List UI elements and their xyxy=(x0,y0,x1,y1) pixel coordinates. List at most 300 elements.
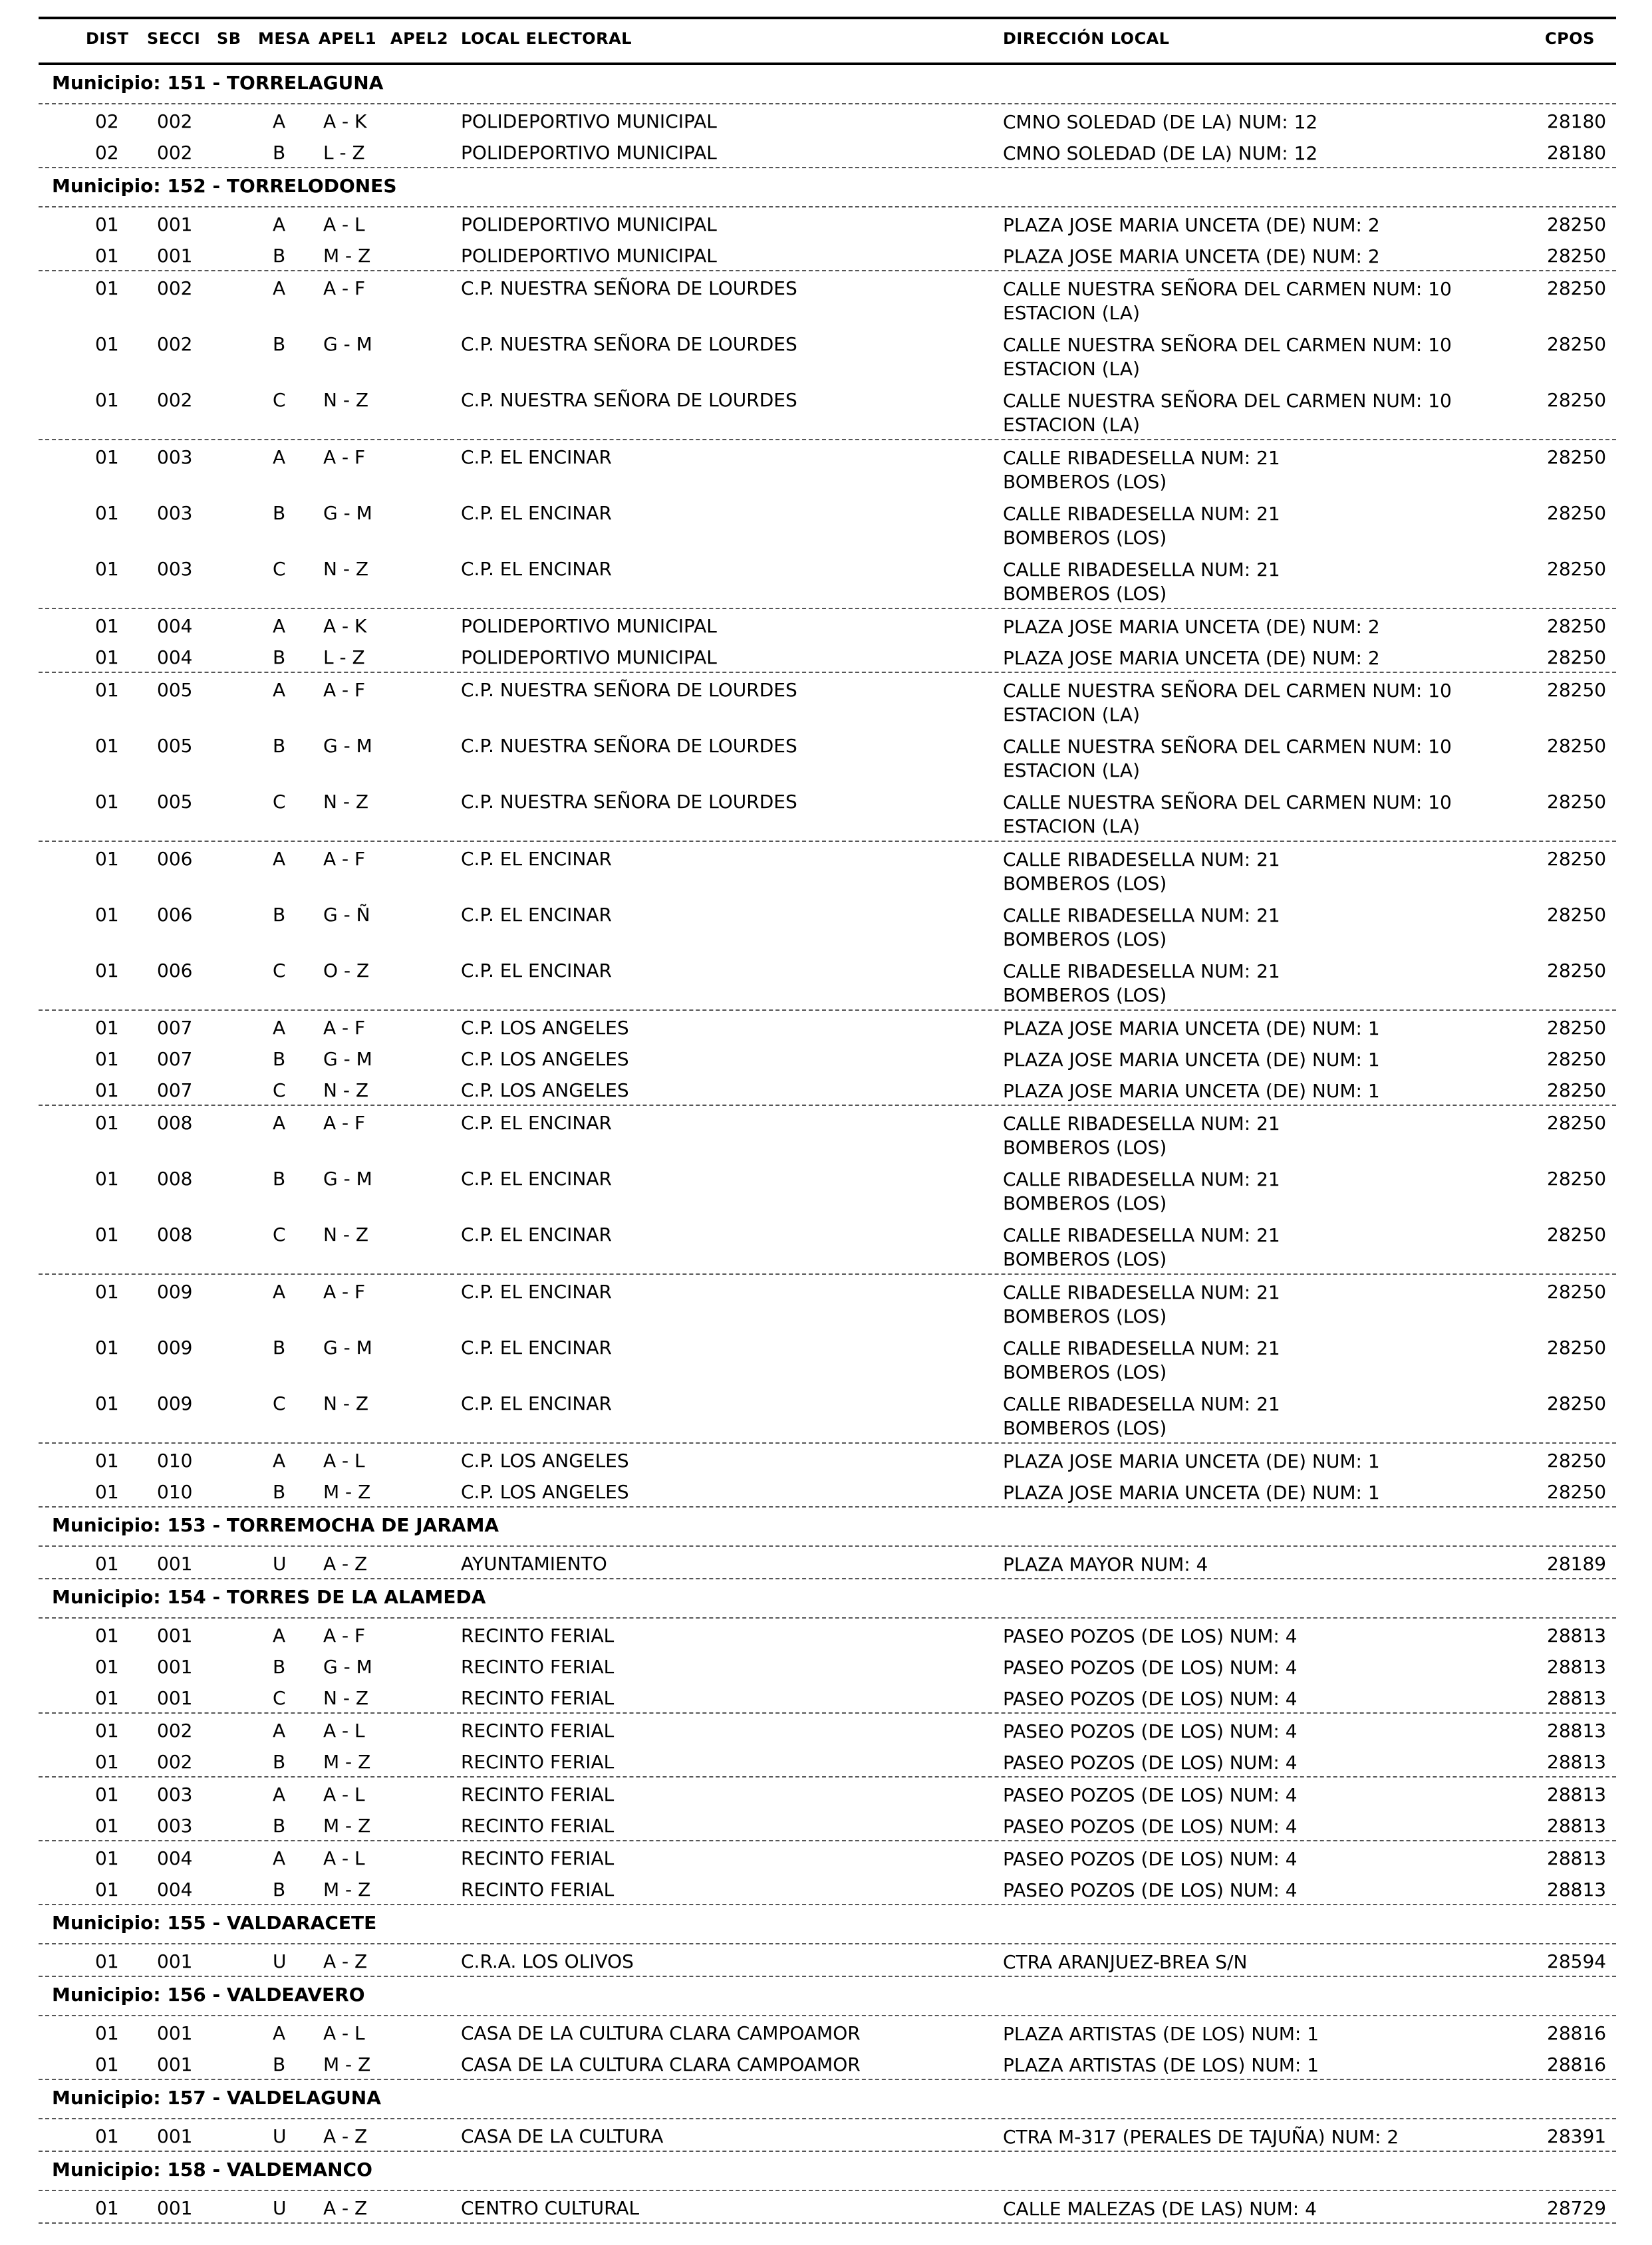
mesa-cell: A xyxy=(273,213,286,235)
table-row xyxy=(0,1218,1652,1273)
direccion-cell xyxy=(1003,502,1280,550)
table-row xyxy=(0,640,1652,672)
local-cell: C.P. EL ENCINAR xyxy=(461,848,612,870)
apel-cell: L - Z xyxy=(323,142,365,164)
municipio-heading xyxy=(0,1905,1652,1943)
mesa-cell: A xyxy=(273,446,286,468)
direccion-cell xyxy=(1003,615,1380,639)
municipio-heading xyxy=(0,168,1652,206)
local-cell: RECINTO FERIAL xyxy=(461,1625,615,1647)
cpos-cell: 28250 xyxy=(1547,735,1607,757)
secci-cell: 001 xyxy=(157,1950,193,1972)
apel-cell: A - L xyxy=(323,1450,365,1472)
direccion-line: PASEO POZOS (DE LOS) NUM: 4 xyxy=(1003,1784,1298,1806)
apel-cell: G - Ñ xyxy=(323,904,370,926)
local-cell: C.P. LOS ANGELES xyxy=(461,1450,629,1472)
mesa-cell: A xyxy=(273,679,286,701)
direccion-line: CALLE MALEZAS (DE LAS) NUM: 4 xyxy=(1003,2198,1317,2220)
secci-cell: 002 xyxy=(157,333,193,355)
table-row xyxy=(0,1745,1652,1776)
local-cell: POLIDEPORTIVO MUNICIPAL xyxy=(461,245,717,267)
cpos-cell: 28250 xyxy=(1547,1048,1607,1070)
cpos-cell: 28250 xyxy=(1547,389,1607,411)
table-row xyxy=(0,1809,1652,1840)
local-cell: C.P. EL ENCINAR xyxy=(461,1392,612,1414)
direccion-line: CALLE RIBADESELLA NUM: 21 xyxy=(1003,1168,1280,1190)
local-cell: C.P. LOS ANGELES xyxy=(461,1048,629,1070)
cpos-cell: 28391 xyxy=(1547,2125,1607,2147)
dist-cell: 01 xyxy=(95,904,119,926)
mesa-cell: C xyxy=(273,389,286,411)
secci-cell: 001 xyxy=(157,1687,193,1709)
direccion-cell xyxy=(1003,1481,1380,1505)
local-cell: POLIDEPORTIVO MUNICIPAL xyxy=(461,646,717,668)
cpos-cell: 28250 xyxy=(1547,960,1607,982)
mesa-cell: B xyxy=(273,1481,286,1503)
direccion-line: CALLE NUESTRA SEÑORA DEL CARMEN NUM: 10 xyxy=(1003,278,1452,300)
local-cell: RECINTO FERIAL xyxy=(461,1815,615,1837)
table-row xyxy=(0,1444,1652,1475)
direccion-line: ESTACION (LA) xyxy=(1003,414,1140,436)
table-row xyxy=(0,2047,1652,2079)
direccion-cell xyxy=(1003,848,1280,896)
secci-cell: 001 xyxy=(157,2125,193,2147)
apel-cell: A - L xyxy=(323,213,365,235)
direccion-cell xyxy=(1003,245,1380,269)
dist-cell: 01 xyxy=(95,2022,119,2044)
direccion-line: PASEO POZOS (DE LOS) NUM: 4 xyxy=(1003,1625,1298,1647)
secci-cell: 004 xyxy=(157,1879,193,1901)
secci-cell: 001 xyxy=(157,2022,193,2044)
secci-cell: 005 xyxy=(157,791,193,813)
apel-cell: A - Z xyxy=(323,2197,368,2219)
col-cpos: CPOS xyxy=(1545,29,1595,48)
mesa-cell: A xyxy=(273,2022,286,2044)
apel-cell: A - F xyxy=(323,446,366,468)
local-cell: C.R.A. LOS OLIVOS xyxy=(461,1950,634,1972)
cpos-cell: 28250 xyxy=(1547,1392,1607,1414)
apel-cell: A - F xyxy=(323,1112,366,1134)
apel-cell: L - Z xyxy=(323,646,365,668)
table-body xyxy=(0,65,1652,2224)
secci-cell: 002 xyxy=(157,110,193,132)
mesa-cell: C xyxy=(273,791,286,813)
cpos-cell: 28189 xyxy=(1547,1553,1607,1575)
direccion-cell xyxy=(1003,1337,1280,1385)
municipio-heading xyxy=(0,1579,1652,1617)
direccion-line: ESTACION (LA) xyxy=(1003,358,1140,380)
mesa-cell: B xyxy=(273,1168,286,1190)
municipio-title: Municipio: 157 - VALDELAGUNA xyxy=(52,2087,381,2109)
table-row xyxy=(0,673,1652,729)
direccion-cell xyxy=(1003,1751,1298,1775)
secci-cell: 009 xyxy=(157,1337,193,1359)
direccion-cell xyxy=(1003,679,1452,727)
direccion-line: ESTACION (LA) xyxy=(1003,815,1140,837)
direccion-cell xyxy=(1003,1656,1298,1680)
dist-cell: 01 xyxy=(95,1017,119,1039)
direccion-line: BOMBEROS (LOS) xyxy=(1003,1136,1167,1158)
local-cell: RECINTO FERIAL xyxy=(461,1879,615,1901)
cpos-cell: 28250 xyxy=(1547,1281,1607,1303)
direccion-line: PASEO POZOS (DE LOS) NUM: 4 xyxy=(1003,1688,1298,1710)
cpos-cell: 28813 xyxy=(1547,1815,1607,1837)
direccion-line: PLAZA JOSE MARIA UNCETA (DE) NUM: 1 xyxy=(1003,1080,1380,1102)
apel-cell: M - Z xyxy=(323,1815,371,1837)
table-row xyxy=(0,383,1652,439)
secci-cell: 002 xyxy=(157,389,193,411)
direccion-line: PLAZA JOSE MARIA UNCETA (DE) NUM: 1 xyxy=(1003,1017,1380,1039)
apel-cell: M - Z xyxy=(323,1751,371,1773)
dist-cell: 01 xyxy=(95,277,119,299)
dist-cell: 01 xyxy=(95,1847,119,1869)
dist-cell: 01 xyxy=(95,213,119,235)
dist-cell: 01 xyxy=(95,1751,119,1773)
table-row xyxy=(0,1106,1652,1162)
cpos-cell: 28594 xyxy=(1547,1950,1607,1972)
secci-cell: 001 xyxy=(157,1553,193,1575)
secci-cell: 002 xyxy=(157,1751,193,1773)
cpos-cell: 28250 xyxy=(1547,502,1607,524)
cpos-cell: 28250 xyxy=(1547,791,1607,813)
cpos-cell: 28813 xyxy=(1547,1879,1607,1901)
local-cell: C.P. NUESTRA SEÑORA DE LOURDES xyxy=(461,333,797,355)
secci-cell: 002 xyxy=(157,1720,193,1742)
apel-cell: A - K xyxy=(323,110,367,132)
cpos-cell: 28250 xyxy=(1547,1450,1607,1472)
dist-cell: 01 xyxy=(95,2125,119,2147)
apel-cell: G - M xyxy=(323,1656,372,1678)
cpos-cell: 28813 xyxy=(1547,1720,1607,1742)
apel-cell: N - Z xyxy=(323,1687,369,1709)
apel-cell: M - Z xyxy=(323,1481,371,1503)
secci-cell: 007 xyxy=(157,1017,193,1039)
cpos-cell: 28180 xyxy=(1547,110,1607,132)
cpos-cell: 28250 xyxy=(1547,848,1607,870)
direccion-line: BOMBEROS (LOS) xyxy=(1003,527,1167,549)
secci-cell: 007 xyxy=(157,1048,193,1070)
direccion-cell xyxy=(1003,1553,1208,1577)
direccion-line: CALLE RIBADESELLA NUM: 21 xyxy=(1003,1281,1280,1303)
secci-cell: 001 xyxy=(157,245,193,267)
dist-cell: 02 xyxy=(95,142,119,164)
municipio-title: Municipio: 156 - VALDEAVERO xyxy=(52,1984,365,2006)
municipio-heading xyxy=(0,1508,1652,1545)
direccion-cell xyxy=(1003,1392,1280,1440)
local-cell: C.P. LOS ANGELES xyxy=(461,1481,629,1503)
table-row xyxy=(0,104,1652,136)
direccion-cell xyxy=(1003,1847,1298,1871)
direccion-cell xyxy=(1003,1879,1298,1903)
dist-cell: 01 xyxy=(95,502,119,524)
table-row xyxy=(0,1873,1652,1904)
direccion-line: CTRA ARANJUEZ-BREA S/N xyxy=(1003,1951,1248,1973)
local-cell: C.P. EL ENCINAR xyxy=(461,904,612,926)
col-apel1: APEL1 xyxy=(319,29,377,48)
direccion-cell xyxy=(1003,646,1380,670)
local-cell: C.P. EL ENCINAR xyxy=(461,1112,612,1134)
table-row xyxy=(0,271,1652,327)
dist-cell: 01 xyxy=(95,735,119,757)
cpos-cell: 28250 xyxy=(1547,1112,1607,1134)
direccion-line: PASEO POZOS (DE LOS) NUM: 4 xyxy=(1003,1720,1298,1742)
direccion-cell xyxy=(1003,1815,1298,1839)
municipio-heading xyxy=(0,2152,1652,2190)
direccion-line: ESTACION (LA) xyxy=(1003,704,1140,726)
apel-cell: G - M xyxy=(323,735,372,757)
secci-cell: 009 xyxy=(157,1281,193,1303)
top-rule xyxy=(39,17,1616,19)
municipio-heading xyxy=(0,2080,1652,2118)
dist-cell: 01 xyxy=(95,1625,119,1647)
local-cell: C.P. LOS ANGELES xyxy=(461,1079,629,1101)
cpos-cell: 28250 xyxy=(1547,1224,1607,1246)
col-dist: DIST xyxy=(86,29,129,48)
direccion-cell xyxy=(1003,1168,1280,1216)
table-row xyxy=(0,136,1652,167)
direccion-line: BOMBEROS (LOS) xyxy=(1003,1361,1167,1383)
direccion-cell xyxy=(1003,1281,1280,1329)
mesa-cell: B xyxy=(273,245,286,267)
local-cell: C.P. EL ENCINAR xyxy=(461,446,612,468)
cpos-cell: 28816 xyxy=(1547,2053,1607,2075)
local-cell: POLIDEPORTIVO MUNICIPAL xyxy=(461,110,717,132)
secci-cell: 001 xyxy=(157,2053,193,2075)
apel-cell: N - Z xyxy=(323,389,369,411)
mesa-cell: A xyxy=(273,1450,286,1472)
secci-cell: 002 xyxy=(157,277,193,299)
direccion-line: CALLE RIBADESELLA NUM: 21 xyxy=(1003,559,1280,581)
dist-cell: 01 xyxy=(95,2053,119,2075)
table-row xyxy=(0,1475,1652,1506)
col-direccion: DIRECCIÓN LOCAL xyxy=(1003,29,1170,48)
table-row xyxy=(0,2016,1652,2047)
dist-cell: 01 xyxy=(95,1168,119,1190)
direccion-cell xyxy=(1003,1017,1380,1041)
local-cell: C.P. EL ENCINAR xyxy=(461,558,612,580)
direccion-line: BOMBEROS (LOS) xyxy=(1003,1417,1167,1439)
dashed-separator xyxy=(39,2222,1616,2224)
direccion-line: CMNO SOLEDAD (DE LA) NUM: 12 xyxy=(1003,142,1318,164)
direccion-cell xyxy=(1003,110,1317,134)
direccion-line: CALLE RIBADESELLA NUM: 21 xyxy=(1003,849,1280,870)
direccion-line: BOMBEROS (LOS) xyxy=(1003,471,1167,493)
direccion-line: PASEO POZOS (DE LOS) NUM: 4 xyxy=(1003,1879,1298,1901)
direccion-line: CTRA M-317 (PERALES DE TAJUÑA) NUM: 2 xyxy=(1003,2126,1399,2148)
dist-cell: 01 xyxy=(95,558,119,580)
mesa-cell: B xyxy=(273,1337,286,1359)
dist-cell: 01 xyxy=(95,1720,119,1742)
direccion-cell xyxy=(1003,2022,1319,2046)
mesa-cell: A xyxy=(273,277,286,299)
mesa-cell: A xyxy=(273,1625,286,1647)
dist-cell: 01 xyxy=(95,1048,119,1070)
direccion-line: BOMBEROS (LOS) xyxy=(1003,1248,1167,1270)
local-cell: C.P. NUESTRA SEÑORA DE LOURDES xyxy=(461,735,797,757)
cpos-cell: 28813 xyxy=(1547,1783,1607,1805)
cpos-cell: 28250 xyxy=(1547,1079,1607,1101)
cpos-cell: 28813 xyxy=(1547,1847,1607,1869)
direccion-line: PASEO POZOS (DE LOS) NUM: 4 xyxy=(1003,1752,1298,1774)
table-row xyxy=(0,327,1652,383)
mesa-cell: B xyxy=(273,1879,286,1901)
dist-cell: 01 xyxy=(95,646,119,668)
cpos-cell: 28250 xyxy=(1547,679,1607,701)
cpos-cell: 28250 xyxy=(1547,1481,1607,1503)
apel-cell: A - Z xyxy=(323,1553,368,1575)
mesa-cell: B xyxy=(273,1815,286,1837)
table-row xyxy=(0,785,1652,841)
secci-cell: 002 xyxy=(157,142,193,164)
direccion-cell xyxy=(1003,1048,1380,1072)
municipio-title: Municipio: 158 - VALDEMANCO xyxy=(52,2159,372,2180)
table-row xyxy=(0,1714,1652,1745)
direccion-line: PASEO POZOS (DE LOS) NUM: 4 xyxy=(1003,1848,1298,1870)
direccion-cell xyxy=(1003,558,1280,606)
direccion-line: ESTACION (LA) xyxy=(1003,759,1140,781)
apel-cell: M - Z xyxy=(323,245,371,267)
table-row xyxy=(0,1387,1652,1442)
local-cell: C.P. NUESTRA SEÑORA DE LOURDES xyxy=(461,389,797,411)
dist-cell: 01 xyxy=(95,245,119,267)
dist-cell: 01 xyxy=(95,791,119,813)
cpos-cell: 28813 xyxy=(1547,1656,1607,1678)
direccion-line: CALLE NUESTRA SEÑORA DEL CARMEN NUM: 10 xyxy=(1003,791,1452,813)
local-cell: CENTRO CULTURAL xyxy=(461,2197,640,2219)
table-row xyxy=(0,496,1652,552)
secci-cell: 010 xyxy=(157,1481,193,1503)
direccion-cell xyxy=(1003,142,1317,166)
secci-cell: 009 xyxy=(157,1392,193,1414)
apel-cell: A - F xyxy=(323,277,366,299)
dist-cell: 01 xyxy=(95,446,119,468)
table-row xyxy=(0,552,1652,608)
col-apel2: APEL2 xyxy=(390,29,449,48)
direccion-cell xyxy=(1003,1112,1280,1160)
secci-cell: 005 xyxy=(157,679,193,701)
municipio-title: Municipio: 151 - TORRELAGUNA xyxy=(52,72,384,94)
table-row xyxy=(0,239,1652,270)
direccion-line: PLAZA JOSE MARIA UNCETA (DE) NUM: 2 xyxy=(1003,214,1380,236)
apel-cell: A - L xyxy=(323,2022,365,2044)
cpos-cell: 28250 xyxy=(1547,646,1607,668)
dist-cell: 01 xyxy=(95,615,119,637)
direccion-line: PLAZA ARTISTAS (DE LOS) NUM: 1 xyxy=(1003,2023,1319,2045)
dist-cell: 01 xyxy=(95,1553,119,1575)
apel-cell: G - M xyxy=(323,1048,372,1070)
direccion-cell xyxy=(1003,333,1452,381)
apel-cell: A - L xyxy=(323,1783,365,1805)
mesa-cell: B xyxy=(273,735,286,757)
secci-cell: 006 xyxy=(157,960,193,982)
cpos-cell: 28729 xyxy=(1547,2197,1607,2219)
local-cell: CASA DE LA CULTURA CLARA CAMPOAMOR xyxy=(461,2022,861,2044)
cpos-cell: 28250 xyxy=(1547,558,1607,580)
mesa-cell: C xyxy=(273,558,286,580)
mesa-cell: B xyxy=(273,333,286,355)
local-cell: RECINTO FERIAL xyxy=(461,1783,615,1805)
mesa-cell: U xyxy=(273,1950,287,1972)
direccion-line: PLAZA JOSE MARIA UNCETA (DE) NUM: 1 xyxy=(1003,1482,1380,1504)
secci-cell: 008 xyxy=(157,1224,193,1246)
table-row xyxy=(0,440,1652,496)
apel-cell: G - M xyxy=(323,502,372,524)
local-cell: RECINTO FERIAL xyxy=(461,1847,615,1869)
direccion-line: PLAZA JOSE MARIA UNCETA (DE) NUM: 2 xyxy=(1003,647,1380,669)
mesa-cell: A xyxy=(273,615,286,637)
mesa-cell: A xyxy=(273,1847,286,1869)
direccion-line: BOMBEROS (LOS) xyxy=(1003,984,1167,1006)
mesa-cell: C xyxy=(273,1079,286,1101)
cpos-cell: 28813 xyxy=(1547,1625,1607,1647)
cpos-cell: 28250 xyxy=(1547,333,1607,355)
direccion-line: ESTACION (LA) xyxy=(1003,302,1140,324)
secci-cell: 003 xyxy=(157,1815,193,1837)
local-cell: C.P. EL ENCINAR xyxy=(461,1337,612,1359)
dist-cell: 01 xyxy=(95,1392,119,1414)
local-cell: C.P. LOS ANGELES xyxy=(461,1017,629,1039)
apel-cell: A - L xyxy=(323,1847,365,1869)
secci-cell: 004 xyxy=(157,615,193,637)
direccion-line: CALLE RIBADESELLA NUM: 21 xyxy=(1003,1393,1280,1415)
direccion-line: CALLE NUESTRA SEÑORA DEL CARMEN NUM: 10 xyxy=(1003,735,1452,757)
table-row xyxy=(0,207,1652,239)
secci-cell: 007 xyxy=(157,1079,193,1101)
secci-cell: 008 xyxy=(157,1112,193,1134)
mesa-cell: A xyxy=(273,1017,286,1039)
direccion-line: CALLE RIBADESELLA NUM: 21 xyxy=(1003,503,1280,525)
apel-cell: A - F xyxy=(323,679,366,701)
secci-cell: 006 xyxy=(157,848,193,870)
direccion-cell xyxy=(1003,1950,1247,1974)
mesa-cell: A xyxy=(273,110,286,132)
table-row xyxy=(0,1073,1652,1105)
direccion-line: BOMBEROS (LOS) xyxy=(1003,1305,1167,1327)
mesa-cell: C xyxy=(273,1392,286,1414)
apel-cell: N - Z xyxy=(323,1392,369,1414)
cpos-cell: 28180 xyxy=(1547,142,1607,164)
dist-cell: 01 xyxy=(95,1281,119,1303)
local-cell: POLIDEPORTIVO MUNICIPAL xyxy=(461,213,717,235)
local-cell: C.P. EL ENCINAR xyxy=(461,960,612,982)
table-row xyxy=(0,1778,1652,1809)
direccion-line: PASEO POZOS (DE LOS) NUM: 4 xyxy=(1003,1656,1298,1678)
table-row xyxy=(0,2119,1652,2151)
secci-cell: 003 xyxy=(157,1783,193,1805)
local-cell: RECINTO FERIAL xyxy=(461,1656,615,1678)
local-cell: C.P. NUESTRA SEÑORA DE LOURDES xyxy=(461,277,797,299)
dist-cell: 01 xyxy=(95,679,119,701)
apel-cell: A - F xyxy=(323,1625,366,1647)
mesa-cell: A xyxy=(273,1112,286,1134)
secci-cell: 003 xyxy=(157,446,193,468)
dist-cell: 01 xyxy=(95,960,119,982)
dist-cell: 01 xyxy=(95,1950,119,1972)
dist-cell: 02 xyxy=(95,110,119,132)
col-mesa: MESA xyxy=(258,29,311,48)
cpos-cell: 28250 xyxy=(1547,245,1607,267)
direccion-line: PLAZA JOSE MARIA UNCETA (DE) NUM: 2 xyxy=(1003,616,1380,638)
municipio-title: Municipio: 152 - TORRELODONES xyxy=(52,175,397,197)
direccion-line: CALLE RIBADESELLA NUM: 21 xyxy=(1003,904,1280,926)
municipio-title: Municipio: 153 - TORREMOCHA DE JARAMA xyxy=(52,1514,499,1536)
table-row xyxy=(0,1547,1652,1578)
direccion-cell xyxy=(1003,904,1280,952)
local-cell: POLIDEPORTIVO MUNICIPAL xyxy=(461,142,717,164)
direccion-line: PLAZA JOSE MARIA UNCETA (DE) NUM: 1 xyxy=(1003,1049,1380,1071)
table-row xyxy=(0,1619,1652,1650)
direccion-cell xyxy=(1003,277,1452,325)
